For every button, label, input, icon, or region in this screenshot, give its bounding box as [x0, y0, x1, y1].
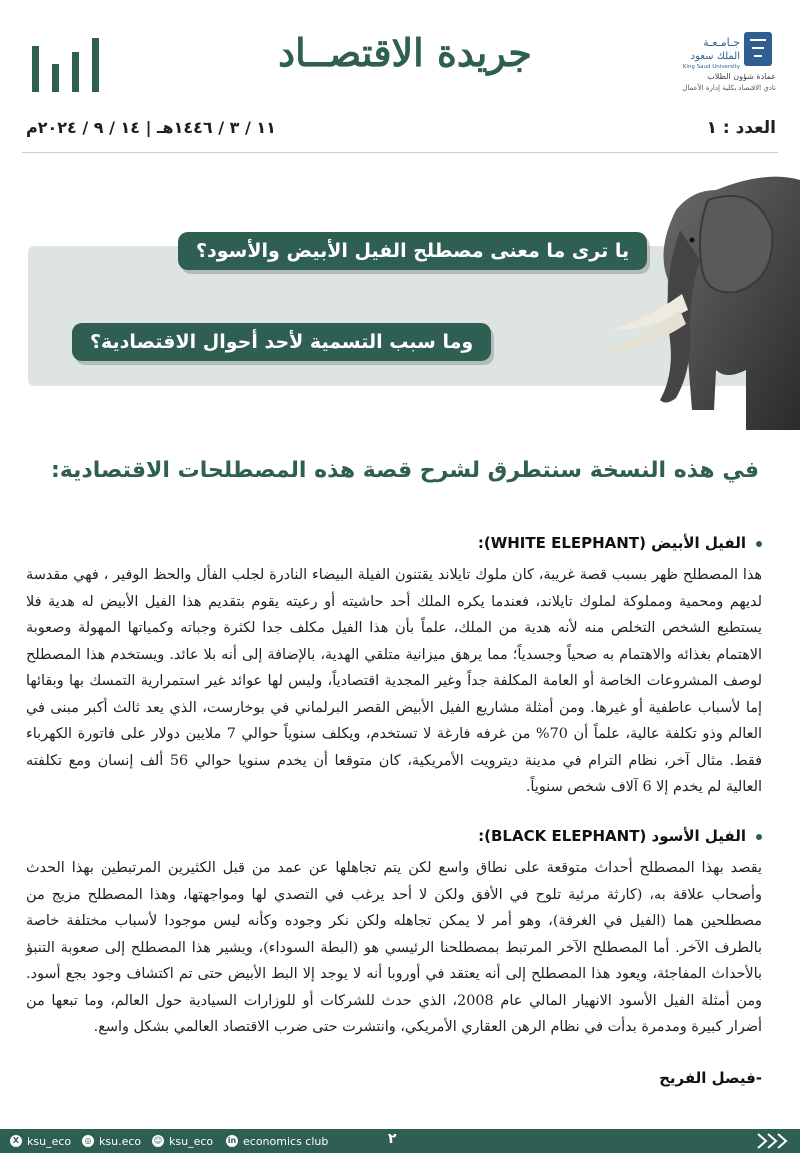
issue-date: ١١ / ٣ / ١٤٤٦هـ | ١٤ / ٩ / ٢٠٢٤م: [26, 118, 276, 137]
x-handle: ksu_eco: [27, 1134, 72, 1148]
elephant-image: [596, 170, 800, 430]
header-divider: [22, 152, 778, 153]
x-link[interactable]: [10, 1133, 71, 1149]
svg-text:الملك سعود: الملك سعود: [690, 51, 740, 62]
snapchat-link[interactable]: [152, 1133, 213, 1149]
page-number: ٢: [388, 1131, 397, 1147]
newspaper-logo: [32, 38, 104, 92]
author-signature: -فيصل الفريح: [659, 1069, 762, 1087]
question-bubble-2: وما سبب التسمية لأحد أحوال الاقتصادية؟: [72, 323, 491, 361]
instagram-handle: ksu.eco: [99, 1134, 142, 1148]
bullet-icon: [756, 541, 762, 547]
white-elephant-paragraph: هذا المصطلح ظهر بسبب قصة غريبة، كان ملوك تايلاند يقتنون الفيلة البيضاء النادرة لجلب الفأل والحظ الوفير ، فهي مقدسة لديهم ومحمية ومملوكة لملوك تايلاند، فعندما يكره الملك أحد حاشيته أو رعيته يقوم بتقديم هذا الفيل الأبيض له هدية فلا يستطيع الشخص التخلص منه لأنه هدية من الملك، علماً بأن هذا الفيل مكلف جدا لكثرة وجباته وكمياتها المهولة وصعوبة الاهتمام بغذائه والاهتمام به صحياً وجسدياً؛ مما يرهق ميزانية متلقي الهدية، بالإضافة إلى أنه بلا عائد. ويستخدم هذا المصطلح لوصف المشروعات الخاصة أو العامة المكلفة جداً وغير المجدية اقتصادياً، وليس لها عوائد غير استمرارية التمسك بها وبقائها إما لأسباب عاطفية أو غيرها. ومن أمثلة مشاريع الفيل الأبيض القصر البرلماني في بوخارست، الذي يعد ثالث أكبر مبنى في العالم وذو تكلفة عالية، علماً أن 70% من غرفه فارغة لا تستخدم، ويكلف سنوياً حوالي 7 ملايين دولار على فاتورة الكهرباء فقط. مثال آخر، نظام الترام في مدينة ديترويت الأمريكية، كان متوقعا أن يخدم سنويا حوالي 56 ألف إنسان ومع تكلفته العالية لم يخدم إلا 6 آلاف شخص سنوياً.: [26, 567, 763, 795]
black-elephant-paragraph: يقصد بهذا المصطلح أحداث متوقعة على نطاق واسع لكن يتم تجاهلها عن عمد من قبل الكثيرين المرتبطين بهذا الحدث وأصحاب علاقة به، (كارثة مرئية تلوح في الأفق ولكن لا أحد يرغب في التصدي لها ومواجهتها، وهذا المصطلح مزيج من مصطلحين هما (الفيل في الغرفة)، وهو أمر لا يمكن تجاهله ولكن نكر وجوده وكأنه ليس موجودا لأسباب مختلفة خاصة بالطرف الآخر. أما المصطلح الآخر المرتبط بمصطلحنا الرئيسي هو (البطة السوداء)، ويشير هذا المصطلح إلى صعوبة التنبؤ بالأحداث المفاجئة، ويعود هذا المصطلح إلى أنه يعتقد في أوروبا أنه لا يوجد إلا البط الأبيض حتى تم اكتشاف وجود بجع أسود. ومن أمثلة الفيل الأسود الانهيار المالي عام 2008، الذي حدث للشركات أو للوزارات السيادية حول العالم، وما تبعها من أضرار كبيرة ومدمرة بدأت في نظام الرهن العقاري الأمريكي، وانتشرت حتى ضرب الاقتصاد العالمي بشكل واسع.: [26, 860, 762, 1035]
bullet-icon: [756, 834, 762, 840]
chevron-right-icon: [754, 1131, 794, 1151]
linkedin-link[interactable]: [226, 1133, 328, 1149]
club-label: نادي الاقتصاد بكلية إدارة الأعمال: [682, 84, 776, 92]
linkedin-icon: in: [227, 1136, 237, 1145]
svg-text:King Saud University: King Saud University: [682, 64, 740, 70]
instagram-icon: ◎: [82, 1135, 94, 1147]
snapchat-handle: ksu_eco: [169, 1134, 214, 1148]
instagram-link[interactable]: [82, 1133, 141, 1149]
issue-number: العدد : ١: [706, 118, 776, 138]
section-heading: في هذه النسخة سنتطرق لشرح قصة هذه المصطلحات الاقتصادية:: [51, 458, 759, 483]
white-elephant-title-text: الفيل الأبيض (WHITE ELEPHANT):: [477, 534, 746, 552]
white-elephant-title: [478, 534, 762, 552]
black-elephant-title-text: الفيل الأسود (BLACK ELEPHANT):: [478, 827, 746, 845]
question-bubble-1: يا ترى ما معنى مصطلح الفيل الأبيض والأسود؟: [178, 232, 647, 270]
x-icon: X: [10, 1135, 22, 1147]
deanship-label: عمادة شؤون الطلاب: [707, 72, 776, 81]
linkedin-handle: economics club: [243, 1134, 329, 1148]
masthead-title: جريدة الاقتصــاد: [278, 30, 532, 75]
svg-text:جـامـعـة: جـامـعـة: [703, 36, 740, 49]
snapchat-icon: ☺: [153, 1136, 163, 1145]
black-elephant-title: [478, 827, 762, 845]
